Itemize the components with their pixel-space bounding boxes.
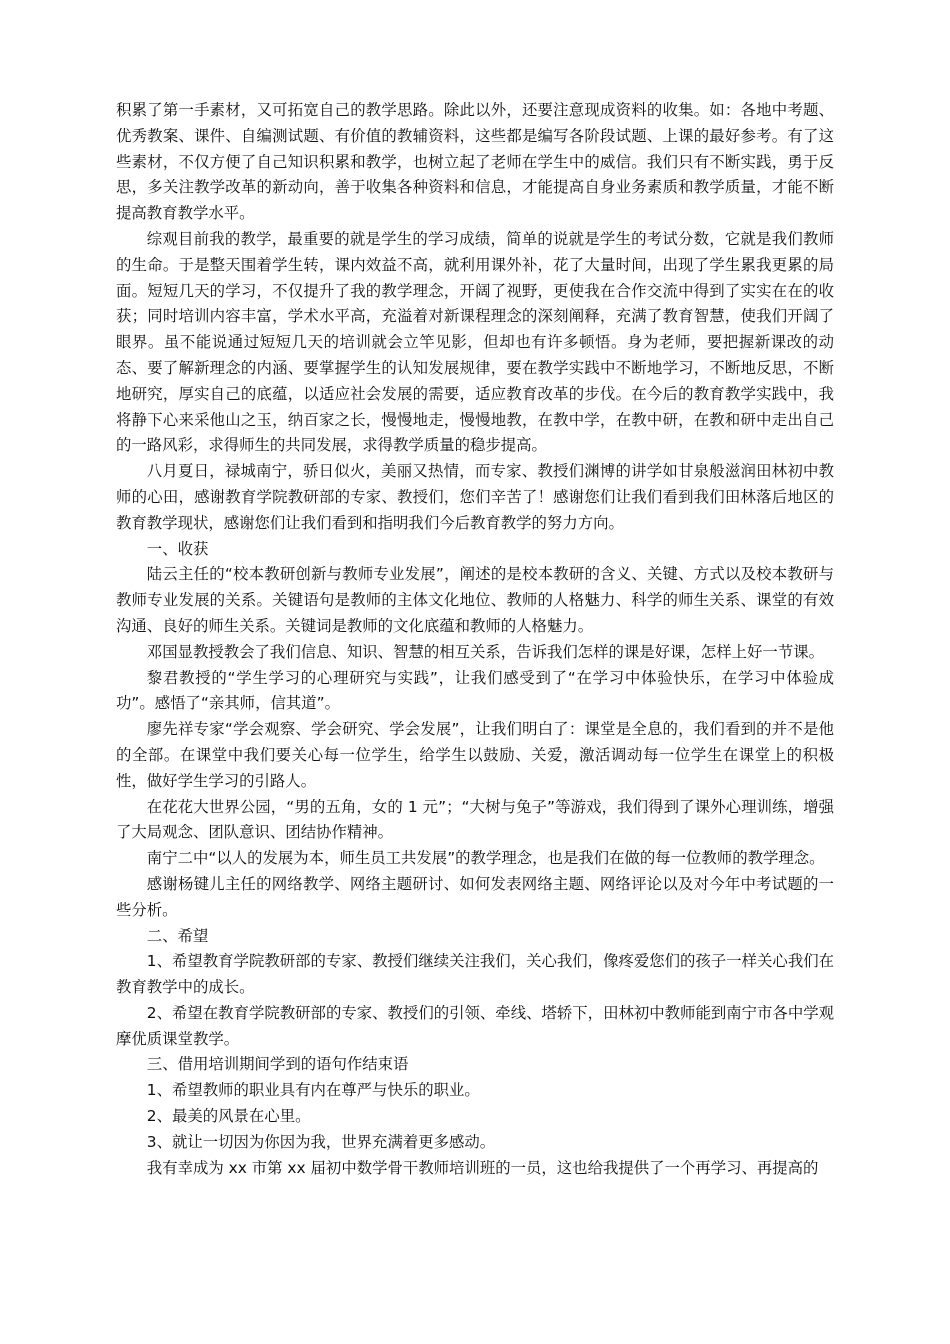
paragraph-li-jun: 黎君教授的“学生学习的心理研究与实践”，让我们感受到了“在学习中体验快乐，在学习中体验成功”。感悟了“亲其师，信其道”。: [116, 668, 834, 713]
document-body: [116, 98, 834, 1181]
hope-item-1: 1、希望教育学院教研部的专家、教授们继续关注我们，关心我们，像疼爱您们的孩子一样关心我们在教育教学中的成长。: [116, 952, 834, 997]
closing-item-2: 2、最美的风景在心里。: [146, 1107, 311, 1126]
paragraph-summer-training: 八月夏日，禄城南宁，骄日似火，美丽又热情，而专家、教授们渊博的讲学如甘泉般滋润田林初中教师的心田，感谢教育学院教研部的专家、教授们，您们辛苦了！感谢您们让我们看到我们田林落后地区的教育教学现状，感谢您们让我们看到和指明我们今后教育教学的努力方向。: [116, 462, 834, 532]
paragraph-park-games: 在花花大世界公园，“男的五角，女的 1 元”；“大树与兔子”等游戏，我们得到了课外心理训练，增强了大局观念、团队意识、团结协作精神。: [116, 797, 834, 842]
section-heading-closing: 三、借用培训期间学到的语句作结束语: [146, 1055, 409, 1074]
closing-item-3: 3、就让一切因为你因为我，世界充满着更多感动。: [146, 1132, 496, 1151]
closing-item-1: 1、希望教师的职业具有内在尊严与快乐的职业。: [146, 1081, 480, 1100]
paragraph-yang-jianer: 感谢杨键儿主任的网络教学、网络主题研讨、如何发表网络主题、网络评论以及对今年中考试题的一些分析。: [116, 874, 834, 919]
paragraph-nanning-school: 南宁二中“以人的发展为本，师生员工共发展”的教学理念，也是我们在做的每一位教师的教学理念。: [146, 849, 825, 868]
paragraph-reflection: 综观目前我的教学，最重要的就是学生的学习成绩，简单的说就是学生的考试分数，它就是我们教师的生命。于是整天围着学生转，课内效益不高，就利用课外补，花了大量时间，出现了学生累我更累的局面。短短几天的学习，不仅提升了我的教学理念，开阔了视野，更使我在合作交流中得到了实实在在的收获；同时培训内容丰富，学术水平高，充溢着对新课程理念的深刻阐释，充满了教育智慧，使我们开阔了眼界。虽不能说通过短短几天的培训就会立竿见影，但却也有许多顿悟。身为老师，要把握新课改的动态、要了解新理念的内涵、要掌握学生的认知发展规律，要在教学实践中不断地学习，不断地反思，不断地研究，厚实自己的底蕴，以适应社会发展的需要，适应教育改革的步伐。在今后的教育教学实践中，我将静下心来采他山之玉，纳百家之长，慢慢地走，慢慢地教，在教中学，在教中研，在教和研中走出自己的一路风彩，求得师生的共同发展，求得教学质量的稳步提高。: [116, 229, 834, 455]
paragraph-new-essay-start: 我有幸成为 xx 市第 xx 届初中数学骨干教师培训班的一员，这也给我提供了一个再学习、再提高的: [146, 1158, 819, 1177]
section-heading-hopes: 二、希望: [146, 926, 209, 945]
hope-item-2: 2、希望在教育学院教研部的专家、教授们的引领、牵线、塔轿下，田林初中教师能到南宁市各中学观摩优质课堂教学。: [116, 1003, 834, 1048]
paragraph-liao-xianxiang: 廖先祥专家“学会观察、学会研究、学会发展”，让我们明白了：课堂是全息的，我们看到的并不是他的全部。在课堂中我们要关心每一位学生，给学生以鼓励、关爱，激活调动每一位学生在课堂上的积极性，做好学生学习的引路人。: [116, 720, 834, 790]
section-heading-gains: 一、收获: [146, 539, 209, 558]
paragraph-continuation: 积累了第一手素材，又可拓宽自己的教学思路。除此以外，还要注意现成资料的收集。如：各地中考题、优秀教案、课件、自编测试题、有价值的教辅资料，这些都是编写各阶段试题、上课的最好参考。有了这些素材，不仅方便了自己知识积累和教学，也树立起了老师在学生中的威信。我们只有不断实践，勇于反思，多关注教学改革的新动向，善于收集各种资料和信息，才能提高自身业务素质和教学质量，才能不断提高教育教学水平。: [116, 101, 834, 223]
paragraph-lu-yun: 陆云主任的“校本教研创新与教师专业发展”，阐述的是校本教研的含义、关键、方式以及校本教研与教师专业发展的关系。关键语句是教师的主体文化地位、教师的人格魅力、科学的师生关系、课堂的有效沟通、良好的师生关系。关键词是教师的文化底蕴和教师的人格魅力。: [116, 565, 834, 635]
paragraph-deng-guoxian: 邓国显教授教会了我们信息、知识、智慧的相互关系，告诉我们怎样的课是好课，怎样上好一节课。: [146, 642, 824, 661]
